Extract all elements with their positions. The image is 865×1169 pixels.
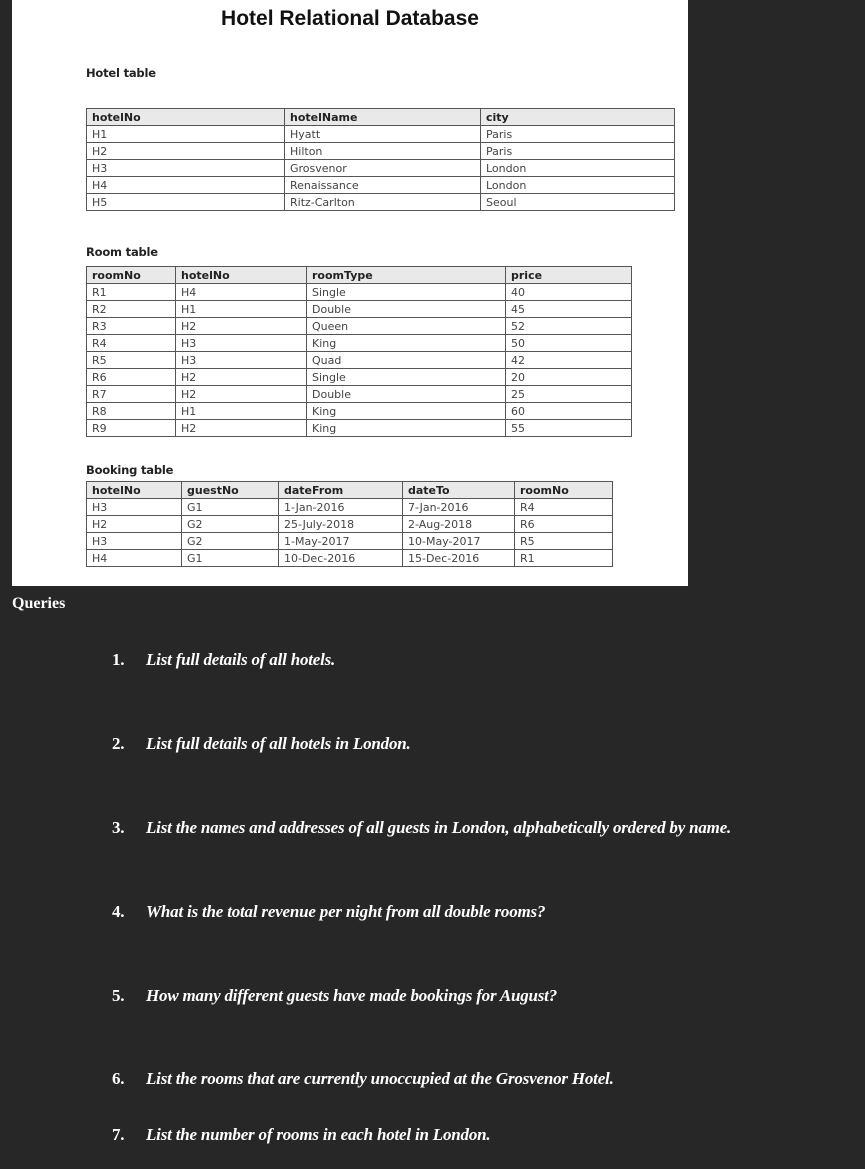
table-cell: G1 — [182, 499, 279, 516]
table-cell: H2 — [176, 318, 307, 335]
column-header: dateTo — [403, 482, 515, 499]
table-cell: Grosvenor — [285, 160, 481, 177]
table-cell: R1 — [515, 550, 613, 567]
table-cell: 45 — [506, 301, 632, 318]
column-header: roomType — [307, 267, 506, 284]
table-cell: R4 — [87, 335, 176, 352]
query-item — [112, 650, 335, 670]
table-cell: H2 — [87, 143, 285, 160]
table-cell: 10-May-2017 — [403, 533, 515, 550]
table-row — [87, 284, 632, 301]
table-row — [87, 160, 675, 177]
table-row — [87, 550, 613, 567]
table-cell: H1 — [87, 126, 285, 143]
table-cell: R9 — [87, 420, 176, 437]
table-row — [87, 194, 675, 211]
table-cell: 25 — [506, 386, 632, 403]
table-row — [87, 177, 675, 194]
table-row — [87, 403, 632, 420]
table-cell: 50 — [506, 335, 632, 352]
hotel-table-caption: Hotel table — [86, 66, 156, 80]
query-text: How many different guests have made bookings for August? — [146, 986, 558, 1005]
query-text: List full details of all hotels in London. — [146, 734, 411, 753]
table-cell: Queen — [307, 318, 506, 335]
table-header-row — [87, 482, 613, 499]
column-header: hotelNo — [176, 267, 307, 284]
table-cell: R6 — [87, 369, 176, 386]
table-cell: H5 — [87, 194, 285, 211]
table-cell: H3 — [176, 352, 307, 369]
table-cell: 2-Aug-2018 — [403, 516, 515, 533]
table-row — [87, 301, 632, 318]
table-cell: King — [307, 403, 506, 420]
table-cell: Renaissance — [285, 177, 481, 194]
table-cell: 15-Dec-2016 — [403, 550, 515, 567]
table-cell: R6 — [515, 516, 613, 533]
table-cell: H3 — [87, 533, 182, 550]
table-header-row — [87, 267, 632, 284]
query-item — [112, 1069, 614, 1089]
table-cell: H2 — [176, 369, 307, 386]
query-number: 4. — [112, 902, 125, 921]
table-cell: 55 — [506, 420, 632, 437]
room-table — [86, 266, 632, 437]
query-item — [112, 818, 731, 838]
table-cell: Paris — [481, 126, 675, 143]
column-header: hotelNo — [87, 482, 182, 499]
table-cell: Single — [307, 369, 506, 386]
hotel-table — [86, 108, 675, 211]
booking-table — [86, 481, 613, 567]
queries-heading: Queries — [12, 595, 66, 612]
table-row — [87, 386, 632, 403]
table-cell: Single — [307, 284, 506, 301]
table-cell: R5 — [87, 352, 176, 369]
table-cell: G2 — [182, 533, 279, 550]
query-text: List the number of rooms in each hotel in London. — [146, 1125, 491, 1144]
table-header-row — [87, 109, 675, 126]
table-cell: King — [307, 335, 506, 352]
query-item — [112, 734, 411, 754]
booking-table-caption: Booking table — [86, 463, 174, 477]
table-cell: King — [307, 420, 506, 437]
query-number: 6. — [112, 1069, 125, 1088]
table-cell: Ritz-Carlton — [285, 194, 481, 211]
table-cell: H3 — [87, 160, 285, 177]
table-cell: H1 — [176, 403, 307, 420]
query-number: 5. — [112, 986, 125, 1005]
table-cell: R8 — [87, 403, 176, 420]
query-item — [112, 902, 545, 922]
table-cell: R1 — [87, 284, 176, 301]
column-header: city — [481, 109, 675, 126]
table-cell: Seoul — [481, 194, 675, 211]
table-cell: R2 — [87, 301, 176, 318]
table-row — [87, 126, 675, 143]
table-row — [87, 335, 632, 352]
table-row — [87, 143, 675, 160]
table-cell: H2 — [176, 420, 307, 437]
column-header: hotelName — [285, 109, 481, 126]
table-cell: H2 — [87, 516, 182, 533]
table-cell: R3 — [87, 318, 176, 335]
query-item — [112, 1125, 490, 1145]
table-cell: 25-July-2018 — [279, 516, 403, 533]
table-cell: Double — [307, 301, 506, 318]
table-cell: London — [481, 177, 675, 194]
table-cell: 40 — [506, 284, 632, 301]
query-number: 7. — [112, 1125, 125, 1144]
query-text: What is the total revenue per night from all double rooms? — [146, 902, 546, 921]
table-row — [87, 533, 613, 550]
table-row — [87, 516, 613, 533]
query-number: 1. — [112, 650, 125, 669]
query-number: 2. — [112, 734, 125, 753]
table-cell: H2 — [176, 386, 307, 403]
table-cell: H4 — [176, 284, 307, 301]
table-cell: H4 — [87, 550, 182, 567]
table-cell: 42 — [506, 352, 632, 369]
table-cell: 1-Jan-2016 — [279, 499, 403, 516]
table-cell: G2 — [182, 516, 279, 533]
table-cell: R5 — [515, 533, 613, 550]
document-title: Hotel Relational Database — [221, 7, 479, 30]
table-cell: 52 — [506, 318, 632, 335]
column-header: roomNo — [87, 267, 176, 284]
table-cell: 7-Jan-2016 — [403, 499, 515, 516]
query-text: List the names and addresses of all guests in London, alphabetically ordered by name. — [146, 818, 732, 837]
table-row — [87, 369, 632, 386]
table-cell: 20 — [506, 369, 632, 386]
column-header: hotelNo — [87, 109, 285, 126]
query-text: List the rooms that are currently unoccupied at the Grosvenor Hotel. — [146, 1069, 614, 1088]
table-cell: 1-May-2017 — [279, 533, 403, 550]
table-cell: R7 — [87, 386, 176, 403]
table-cell: Quad — [307, 352, 506, 369]
table-cell: Hyatt — [285, 126, 481, 143]
column-header: guestNo — [182, 482, 279, 499]
table-cell: H3 — [87, 499, 182, 516]
table-cell: H4 — [87, 177, 285, 194]
table-row — [87, 318, 632, 335]
column-header: price — [506, 267, 632, 284]
room-table-caption: Room table — [86, 245, 158, 259]
table-cell: Double — [307, 386, 506, 403]
table-cell: 60 — [506, 403, 632, 420]
query-number: 3. — [112, 818, 125, 837]
table-cell: H1 — [176, 301, 307, 318]
table-row — [87, 352, 632, 369]
table-row — [87, 499, 613, 516]
table-cell: G1 — [182, 550, 279, 567]
column-header: roomNo — [515, 482, 613, 499]
table-cell: Paris — [481, 143, 675, 160]
table-cell: 10-Dec-2016 — [279, 550, 403, 567]
table-cell: H3 — [176, 335, 307, 352]
table-cell: London — [481, 160, 675, 177]
query-item — [112, 986, 557, 1006]
database-document-image — [12, 0, 688, 586]
table-row — [87, 420, 632, 437]
table-cell: R4 — [515, 499, 613, 516]
query-text: List full details of all hotels. — [146, 650, 336, 669]
column-header: dateFrom — [279, 482, 403, 499]
table-cell: Hilton — [285, 143, 481, 160]
